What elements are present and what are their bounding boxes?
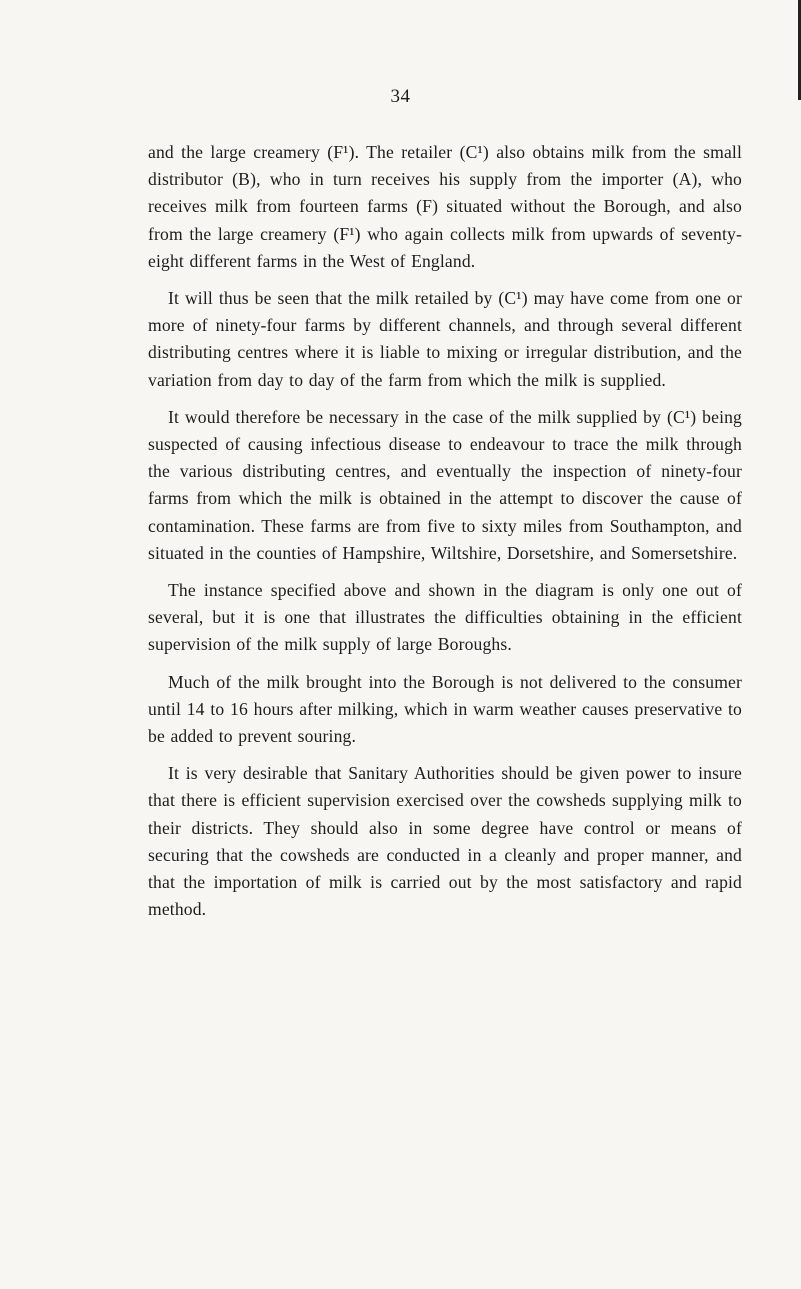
paragraph-2: It will thus be seen that the milk retailed by (C¹) may have come from one or more of ninety-four farms by different channels, and through several different distributing centres where it is liable to mixing or irregular distribution, and the variation from day to day of the farm from which the milk is supplied.: [148, 288, 742, 390]
body-text: [148, 139, 742, 933]
paragraph-4: The instance specified above and shown in the diagram is only one out of several, but it is one that illustrates the difficulties obtaining in the efficient supervision of the milk supply of large Boroughs.: [148, 580, 742, 655]
paragraph-6: It is very desirable that Sanitary Authorities should be given power to insure that there is efficient supervision exercised over the cowsheds supplying milk to their districts. They should also in some degree have control or means of securing that the cowsheds are conducted in a cleanly and proper manner, and that the importation of milk is carried out by the most satisfactory and rapid method.: [148, 763, 742, 920]
paragraph-3: It would therefore be necessary in the case of the milk supplied by (C¹) being suspected of causing infectious disease to endeavour to trace the milk through the various distributing centres, and eventually the inspection of ninety-four farms from which the milk is obtained in the attempt to discover the cause of contamination. These farms are from five to sixty miles from Southampton, and situated in the counties of Hampshire, Wiltshire, Dorsetshire, and Somersetshire.: [148, 406, 742, 563]
paragraph-1: and the large creamery (F¹). The retailer (C¹) also obtains milk from the small distributor (B), who in turn receives his supply from the importer (A), who receives milk from fourteen farms (F) situated without the Borough, and also from the large creamery (F¹) who again collects milk from upwards of seventy-eight different farms in the West of England.: [148, 142, 742, 271]
page-number: 34: [390, 86, 411, 107]
paragraph-5: Much of the milk brought into the Borough is not delivered to the consumer until 14 to 16 hours after milking, which in warm weather causes preservative to be added to prevent souring.: [148, 671, 742, 747]
